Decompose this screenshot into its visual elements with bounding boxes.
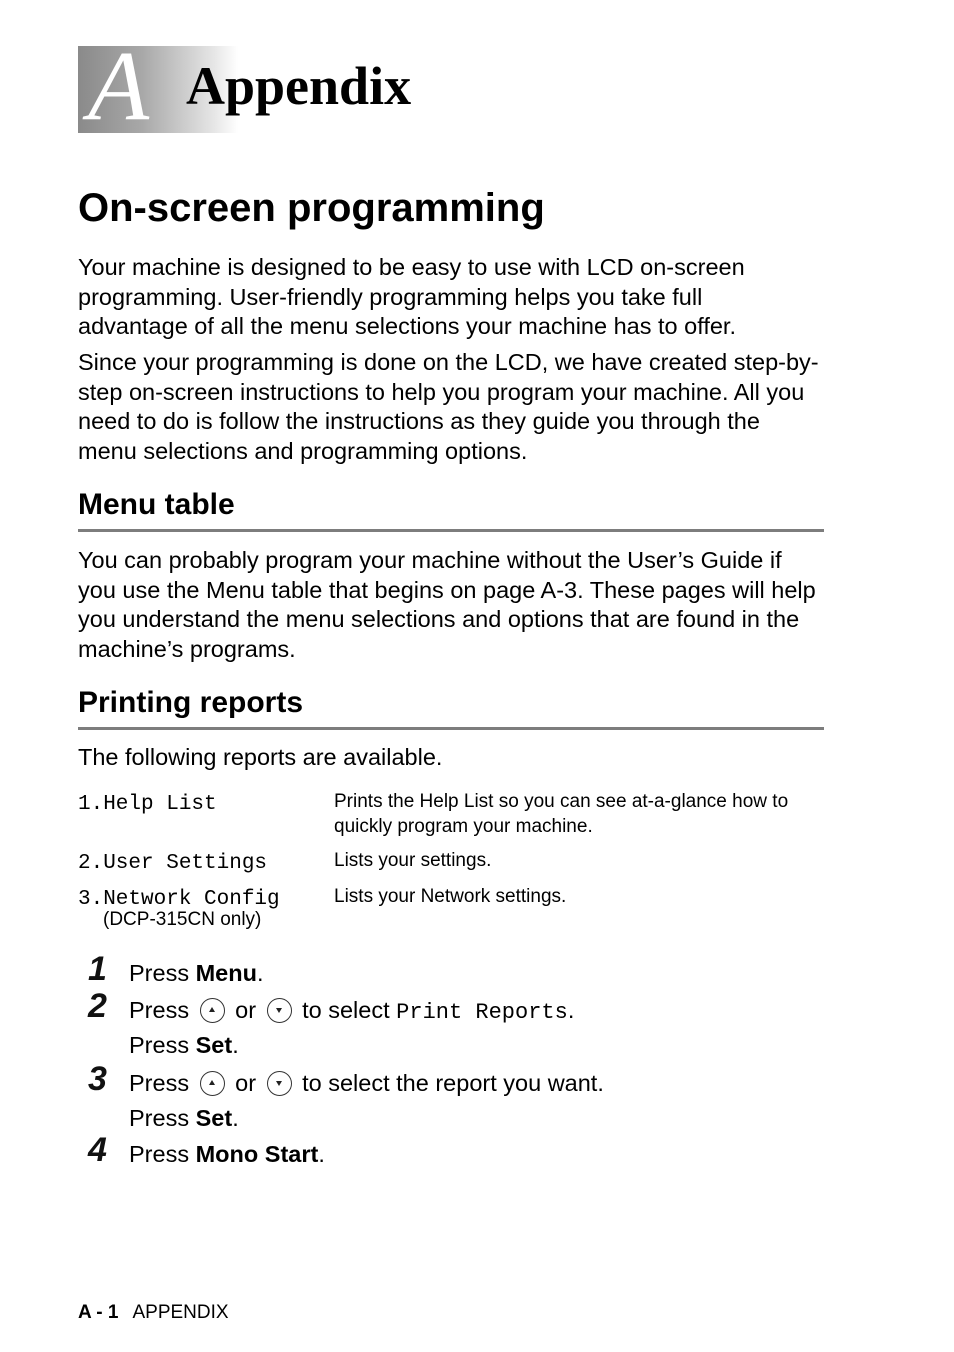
chapter-letter: A (88, 30, 150, 141)
page-number: A - 1 (78, 1302, 119, 1323)
section-title: On-screen programming (78, 186, 545, 230)
set-key-label: Set (195, 1105, 233, 1131)
step-3-line: Press or to select the report you want. (129, 1070, 604, 1096)
step-2-line-2: Press Set. (129, 1032, 239, 1058)
report-desc-help-list: Prints the Help List so you can see at-a-glance how to quickly program your machine. (334, 791, 789, 837)
printing-reports-heading: Printing reports (78, 686, 304, 719)
report-desc-user-settings: Lists your settings. (334, 850, 492, 871)
report-code-network-config: 3.Network Config (78, 888, 280, 911)
footer-label: APPENDIX (132, 1302, 229, 1323)
menu-table-heading: Menu table (78, 488, 235, 521)
printing-reports-intro: The following reports are available. (78, 744, 443, 770)
set-key-label: Set (195, 1032, 233, 1058)
step-number-1: 1 (88, 950, 107, 988)
down-arrow-key-icon (267, 1071, 292, 1096)
up-arrow-key-icon (200, 998, 225, 1023)
up-arrow-key-icon (200, 1071, 225, 1096)
printing-reports-rule (78, 727, 824, 730)
report-desc-network-config: Lists your Network settings. (334, 886, 567, 907)
down-arrow-key-icon (267, 998, 292, 1023)
step-1-line: Press Menu. (129, 960, 264, 986)
step-3-line-2: Press Set. (129, 1105, 239, 1131)
report-code-user-settings: 2.User Settings (78, 852, 268, 875)
chapter-title: Appendix (186, 56, 412, 116)
step-4-line: Press Mono Start. (129, 1141, 325, 1167)
intro-paragraph-2: Since your programming is done on the LCD, we have created step-by-step on-screen instructions to help you program your machine. All you need to do is follow the instructions as they guide you through the menu selections and programming options. (78, 349, 819, 464)
report-note-network-config: (DCP-315CN only) (103, 909, 262, 930)
step-number-3: 3 (88, 1060, 107, 1098)
menu-table-rule (78, 529, 824, 532)
print-reports-lcd-text: Print Reports (396, 1000, 568, 1025)
menu-key-label: Menu (195, 960, 257, 986)
report-code-help-list: 1.Help List (78, 793, 217, 816)
intro-paragraph-1: Your machine is designed to be easy to use with LCD on-screen programming. User-friendly programming helps you take full advantage of all the menu selections your machine has to offer. (78, 254, 745, 339)
page-footer (78, 1301, 229, 1325)
mono-start-key-label: Mono Start (195, 1141, 319, 1167)
step-number-2: 2 (88, 987, 107, 1025)
step-number-4: 4 (88, 1131, 107, 1169)
menu-table-paragraph: You can probably program your machine without the User’s Guide if you use the Menu table that begins on page A-3. These pages will help you understand the menu selections and options that are found in the machine’s programs. (78, 547, 816, 662)
step-2-line: Press or to select Print Reports. (129, 997, 575, 1025)
